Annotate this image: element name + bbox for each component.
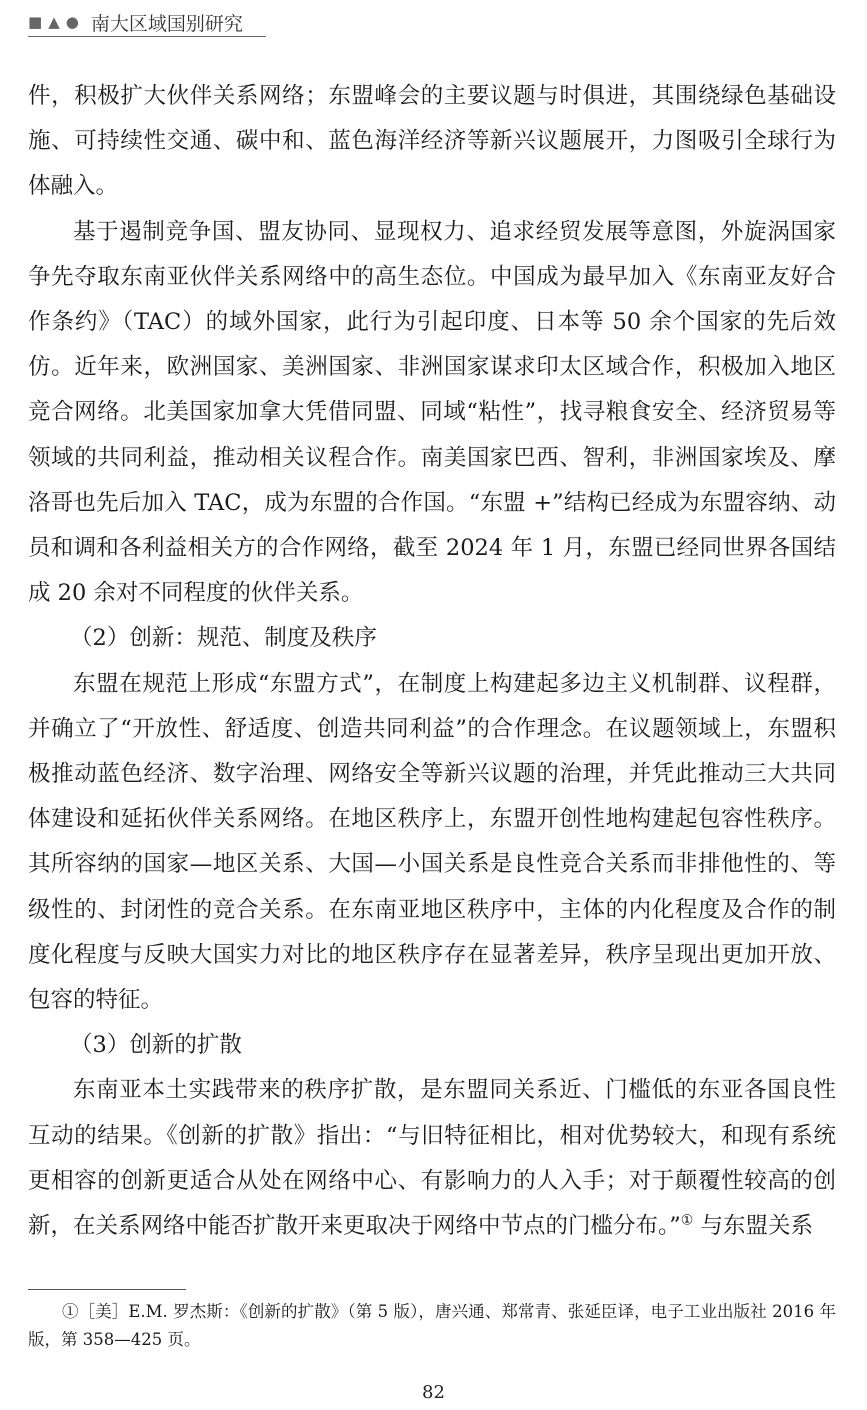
paragraph-3: 东盟在规范上形成“东盟方式”，在制度上构建起多边主义机制群、议程群，并确立了“开放性、舒适度、创造共同利益”的合作理念。在议题领域上，东盟积极推动蓝色经济、数字治理、网络安全等新兴议题的治理，并凭此推动三大共同体建设和延拓伙伴关系网络。在地区秩序上，东盟开创性地构建起包容性秩序。其所容纳的国家—地区关系、大国—小国关系是良性竞合关系而非排他性的、等级性的、封闭性的竞合关系。在东南亚地区秩序中，主体的内化程度及合作的制度化程度与反映大国实力对比的地区秩序存在显著差异，秩序呈现出更加开放、包容的特征。 <box>28 670 836 1014</box>
footnote-rule <box>28 1289 186 1290</box>
footnote-reference[interactable]: ① <box>680 1212 694 1229</box>
paragraph-2: 基于遏制竞争国、盟友协同、显现权力、追求经贸发展等意图，外旋涡国家争先夺取东南亚伙伴关系网络中的高生态位。中国成为最早加入《东南亚友好合作条约》（TAC）的域外国家，此行为引起印度、日本等 50 余个国家的先后效仿。近年来，欧洲国家、美洲国家、非洲国家谋求印太区域合作，积极加入地区竞合网络。北美国家加拿大凭借同盟、同域“粘性”，找寻粮食安全、经济贸易等领域的共同利益，推动相关议程合作。南美国家巴西、智利，非洲国家埃及、摩洛哥也先后加入 TAC，成为东盟的合作国。“东盟 +”结构已经成为东盟容纳、动员和调和各利益相关方的合作网络，截至 2024 年 1 月，东盟已经同世界各国结成 20 余对不同程度的伙伴关系。 <box>28 218 836 607</box>
journal-title: 南大区域国别研究 <box>90 12 243 35</box>
header-rule <box>28 36 266 37</box>
paragraph-4-tail: 与东盟关系 <box>693 1213 813 1240</box>
article-body <box>28 74 836 1249</box>
page-number: 82 <box>422 1382 445 1403</box>
paragraph-4-text: 东南亚本土实践带来的秩序扩散，是东盟同关系近、门槛低的东亚各国良性互动的结果。《创新的扩散》指出：“与旧特征相比，相对优势较大，和现有系统更相容的创新更适合从处在网络中心、有影响力的人入手；对于颠覆性较高的创新，在关系网络中能否扩散开来更取决于网络中节点的门槛分布。” <box>28 1077 836 1240</box>
square-icon: ■ <box>28 12 43 31</box>
section-heading-2: （2）创新：规范、制度及秩序 <box>70 625 377 652</box>
triangle-icon: ▲ <box>48 12 60 31</box>
circle-icon: ● <box>65 12 79 31</box>
paragraph-1: 件，积极扩大伙伴关系网络；东盟峰会的主要议题与时俱进，其围绕绿色基础设施、可持续性交通、碳中和、蓝色海洋经济等新兴议题展开，力图吸引全球行为体融入。 <box>28 83 836 200</box>
paragraph-4 <box>28 1068 836 1249</box>
section-heading-3: （3）创新的扩散 <box>70 1032 242 1059</box>
footnote: ①［美］E.M. 罗杰斯：《创新的扩散》（第 5 版），唐兴通、郑常青、张延臣译，电子工业出版社 2016 年版，第 358—425 页。 <box>28 1302 836 1349</box>
running-header <box>28 10 268 34</box>
